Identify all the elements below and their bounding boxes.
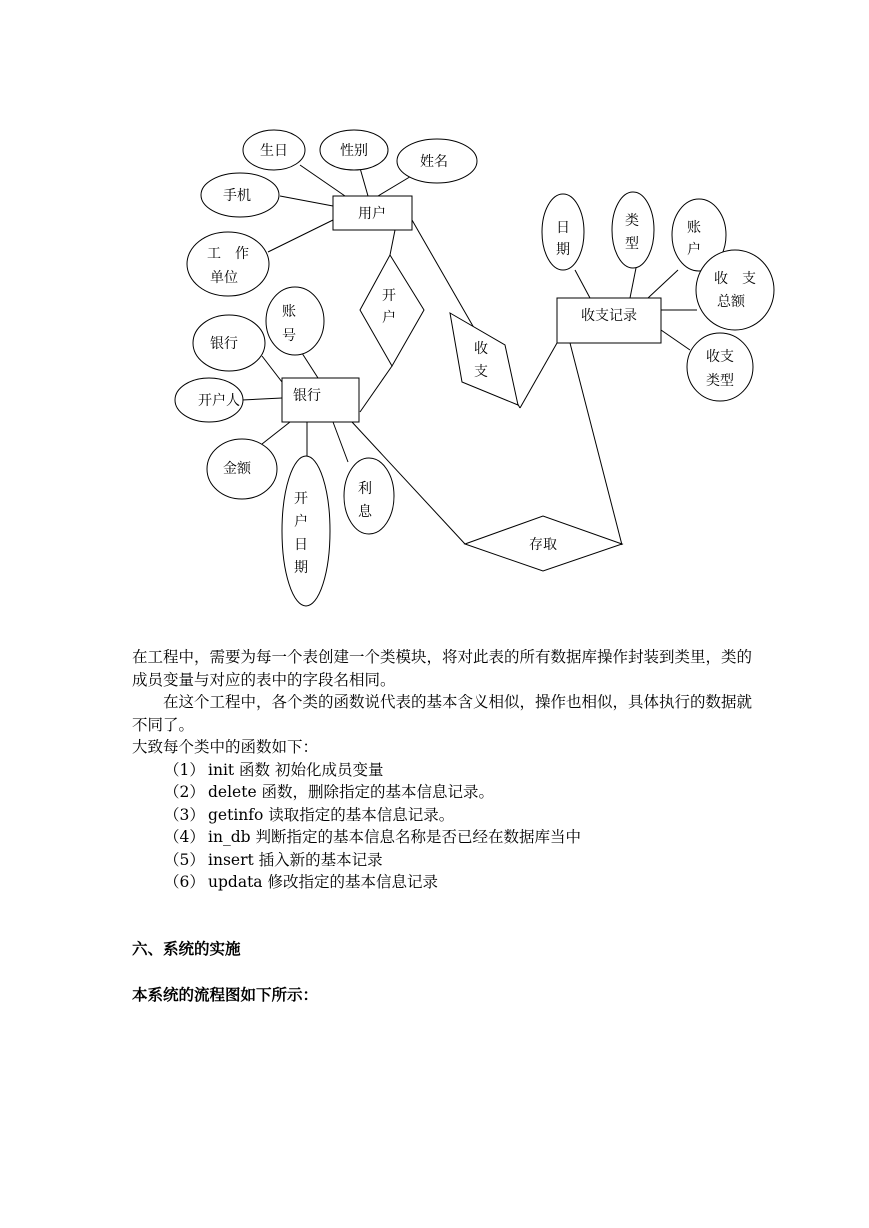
list-item-text: delete 函数，删除指定的基本信息记录。 [208,783,495,801]
attr-bank-account-label-2: 号 [282,328,296,344]
attr-gender-label: 性别 [340,143,368,159]
list-item [132,871,752,894]
attr-record-total [696,250,774,330]
attr-bank-open-date-label-1: 开 [294,491,308,507]
relation-deposit-label: 存取 [529,537,557,553]
relation-income-label-2: 支 [474,364,488,380]
attr-bank-account-label-1: 账 [282,304,296,320]
attr-bank-open-date [282,456,330,606]
attr-record-type [612,192,654,268]
list-item-text: insert 插入新的基本记录 [208,850,383,869]
relation-open-label-1: 开 [382,288,396,304]
paragraph-3: 大致每个类中的函数如下： [132,738,319,756]
section-heading: 六、系统的实施 [132,939,241,958]
attr-record-total-label-2: 总额 [717,294,745,310]
attr-workplace-label-1: 工 作 [207,246,249,262]
body-section [132,646,752,894]
attr-record-type-label-1: 类 [625,213,639,229]
attr-workplace [187,232,269,296]
attr-bank-holder-label: 开户人 [198,393,240,409]
attr-bank-account [266,287,324,355]
attr-record-kind-label-1: 收支 [706,349,734,365]
list-item-number: （3） [164,805,205,824]
attr-phone-label: 手机 [223,188,251,204]
attr-record-account-label-1: 账 [687,220,701,236]
attr-bank-open-date-label-4: 期 [294,560,308,576]
list-item-text: init 函数 初始化成员变量 [208,760,384,779]
list-item-text: getinfo 读取指定的基本信息记录。 [208,805,455,824]
relation-open-label-2: 户 [382,310,396,326]
list-item-number: （4） [164,828,205,846]
list-item [132,759,752,782]
list-item [132,849,752,872]
attr-birthday-label: 生日 [260,143,288,159]
list-item-number: （6） [164,873,205,891]
attr-record-kind-label-2: 类型 [706,373,734,389]
attr-record-date-label-2: 期 [556,242,570,258]
attr-bank-name-label: 银行 [210,336,238,352]
attr-record-date-label-1: 日 [556,220,570,236]
paragraph-2: 在这个工程中，各个类的函数说代表的基本含义相似，操作也相似，具体执行的数据就不同了。 [132,693,753,734]
function-list [132,759,752,894]
user-entity-label: 用户 [358,206,386,222]
relation-income-expense [450,313,518,405]
list-item-number: （1） [164,760,205,779]
list-item-text: updata 修改指定的基本信息记录 [208,873,438,891]
attr-bank-open-date-label-3: 日 [294,537,308,553]
list-item-number: （2） [164,783,205,801]
attr-record-type-label-2: 型 [625,236,639,252]
attr-record-total-label-1: 收 支 [714,271,756,287]
list-item [132,804,752,827]
attr-name-label: 姓名 [420,154,448,170]
bank-entity-label: 银行 [293,388,321,404]
attr-bank-interest-label-1: 利 [358,481,372,497]
attr-workplace-label-2: 单位 [210,270,238,286]
list-item [132,781,752,804]
list-item-text: in_db 判断指定的基本信息名称是否已经在数据库当中 [208,828,581,846]
paragraph-1: 在工程中，需要为每一个表创建一个类模块，将对此表的所有数据库操作封装到类里，类的成员变量与对应的表中的字段名相同。 [132,648,753,689]
relation-income-label-1: 收 [474,341,488,357]
flowchart-intro: 本系统的流程图如下所示： [132,985,319,1004]
attr-bank-interest-label-2: 息 [358,504,372,520]
attr-record-account-label-2: 户 [687,242,701,258]
list-item-number: （5） [164,850,205,869]
record-entity-label: 收支记录 [581,308,637,324]
attr-bank-open-date-label-2: 户 [294,514,308,530]
attr-bank-amount-label: 金额 [223,461,251,477]
list-item [132,826,752,849]
attr-record-kind [687,333,753,401]
